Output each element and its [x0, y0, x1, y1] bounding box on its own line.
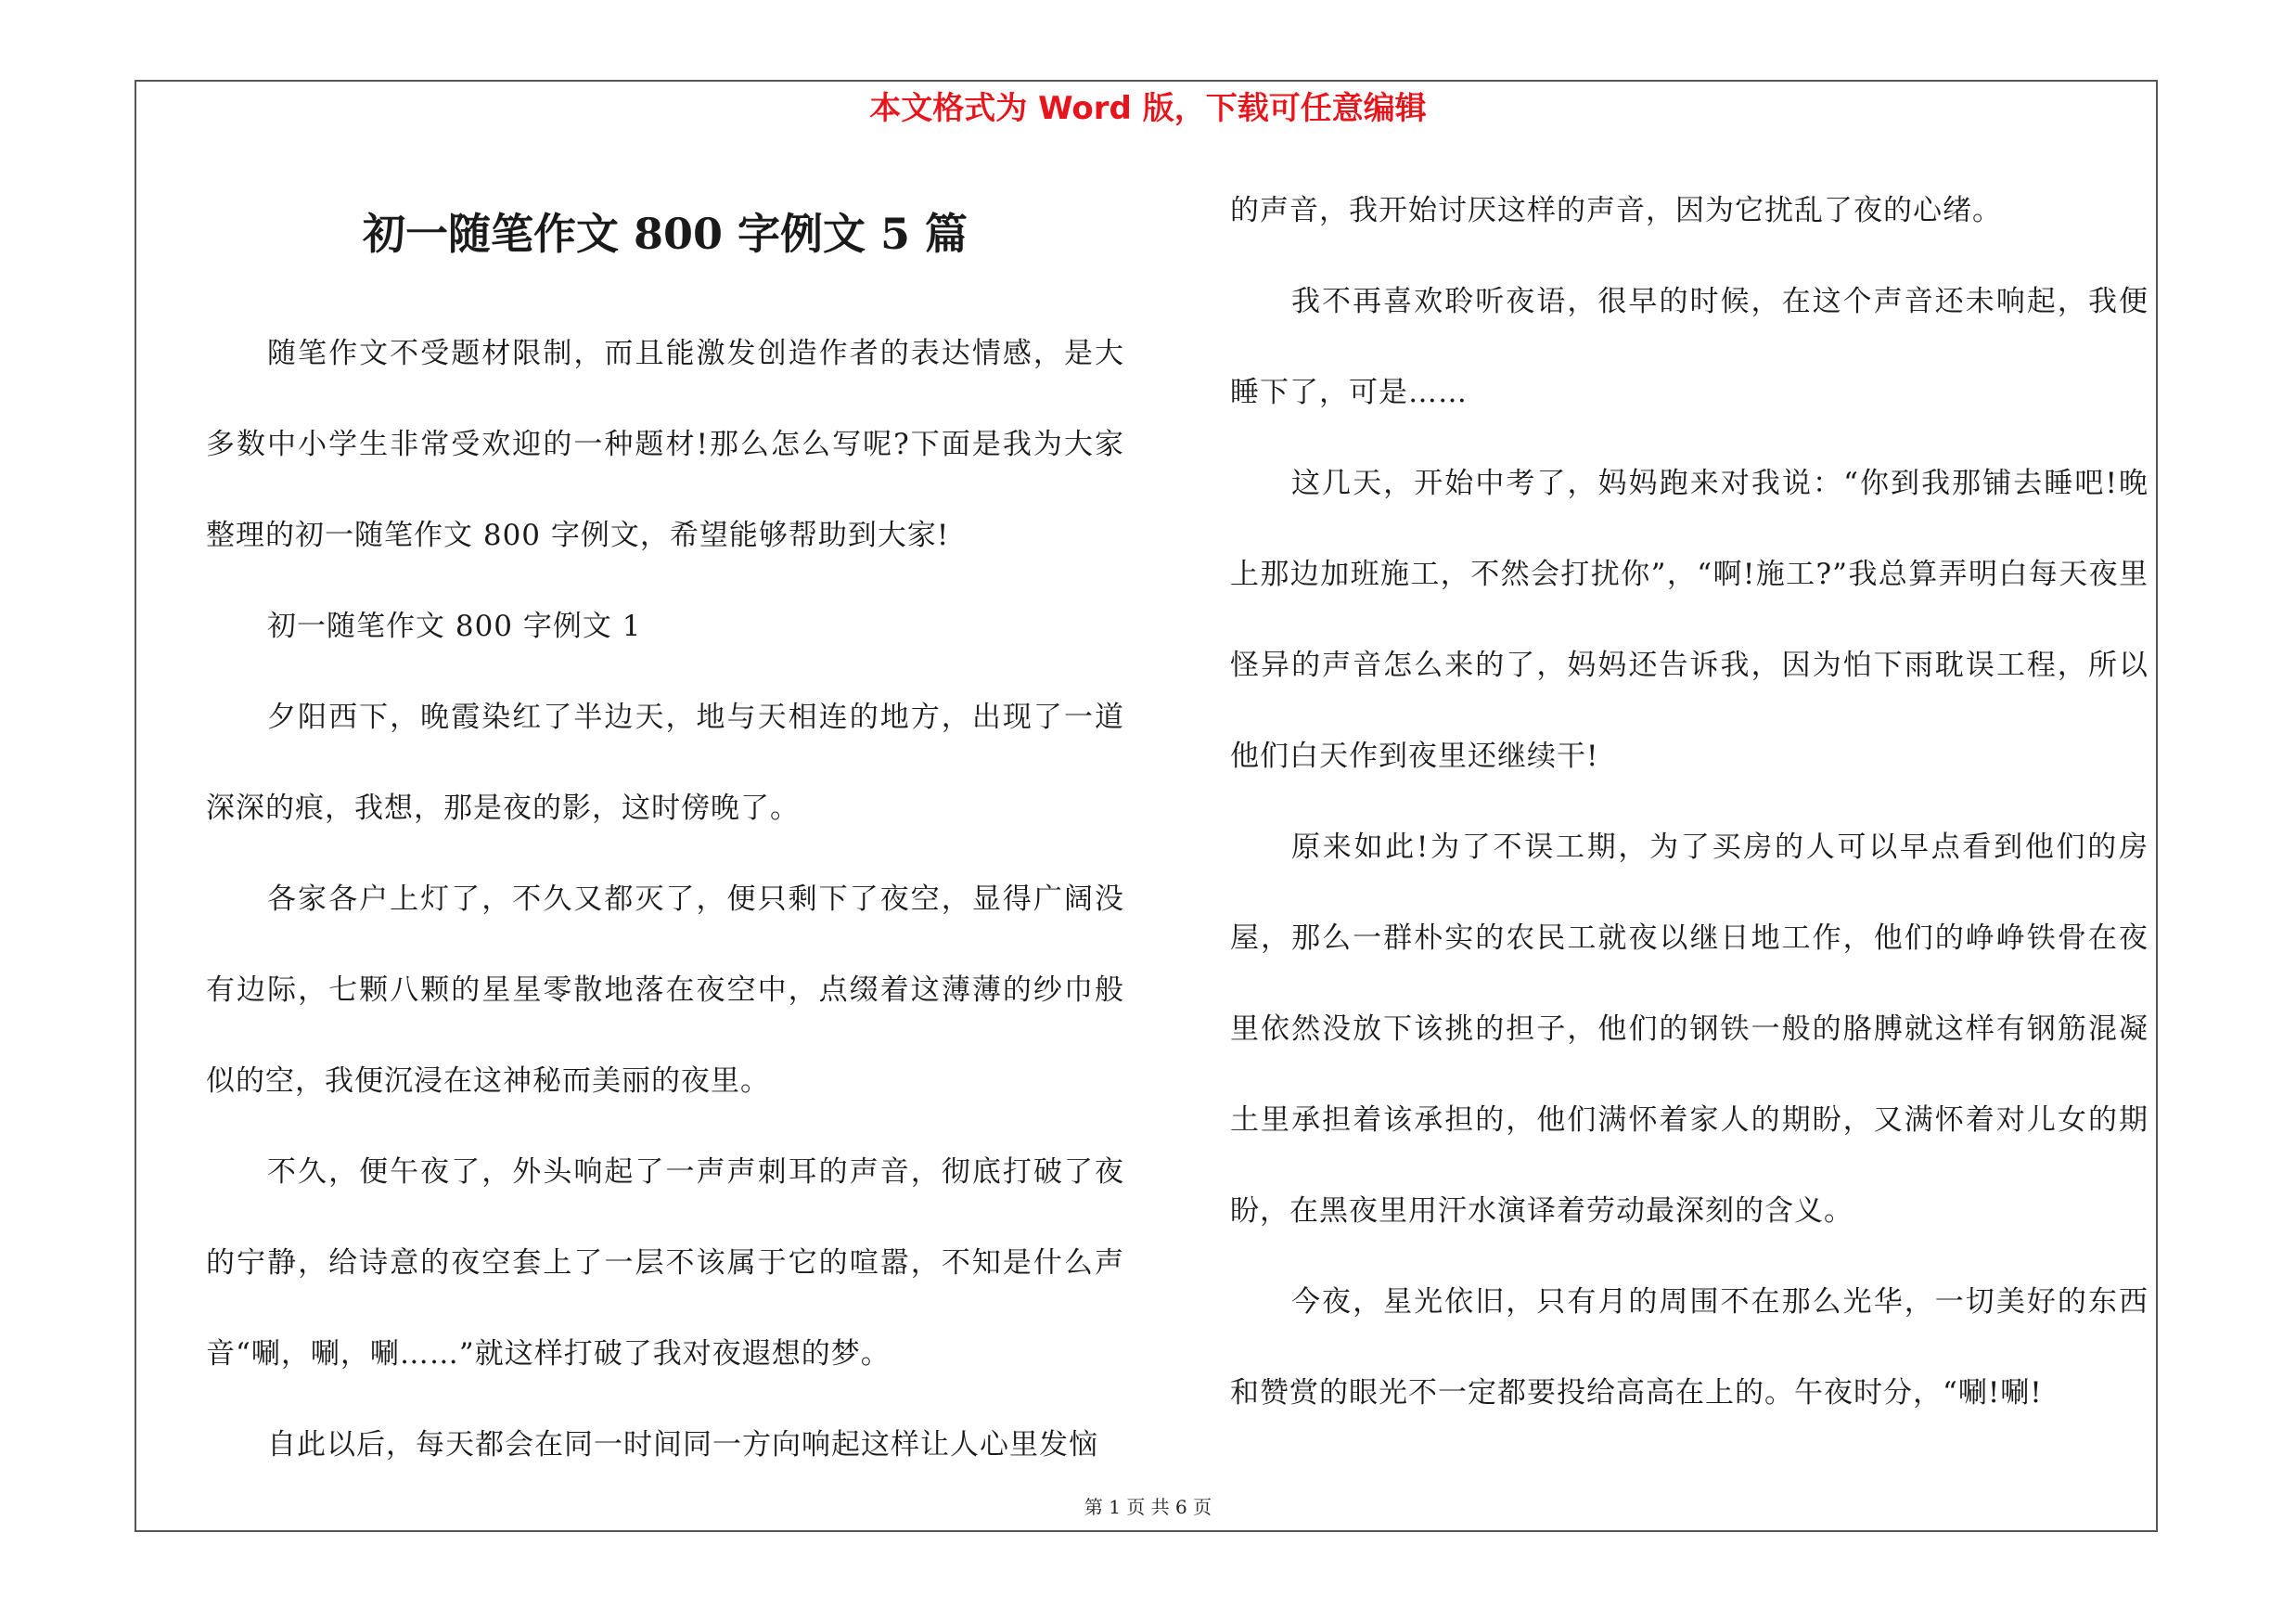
paragraph-exam: 这几天，开始中考了，妈妈跑来对我说：“你到我那铺去睡吧!晚上那边加班施工，不然会打扰你”，“啊!施工?”我总算弄明白每天夜里怪异的声音怎么来的了，妈妈还告诉我，因为怕下雨耽误工程，所以他们白天作到夜里还继续干!	[1230, 467, 2148, 773]
paragraph-workers: 原来如此!为了不误工期，为了买房的人可以早点看到他们的房屋，那么一群朴实的农民工就夜以继日地工作，他们的峥峥铁骨在夜里依然没放下该挑的担子，他们的钢铁一般的胳膊就这样有钢筋混凝土里承担着该承担的，他们满怀着家人的期盼，又满怀着对儿女的期盼，在黑夜里用汗水演译着劳动最深刻的含义。	[1230, 831, 2148, 1228]
word-format-banner: 本文格式为 Word 版，下载可任意编辑	[869, 90, 1427, 127]
intro-paragraph: 随笔作文不受题材限制，而且能激发创造作者的表达情感，是大多数中小学生非常受欢迎的一种题材!那么怎么写呢?下面是我为大家整理的初一随笔作文 800 字例文，希望能够帮助到大家!	[206, 337, 1124, 552]
paragraph-lights: 各家各户上灯了，不久又都灭了，便只剩下了夜空，显得广阔没有边际，七颗八颗的星星零散地落在夜空中，点缀着这薄薄的纱巾般似的空，我便沉浸在这神秘而美丽的夜里。	[206, 882, 1124, 1098]
paragraph-midnight: 不久，便午夜了，外头响起了一声声刺耳的声音，彻底打破了夜的宁静，给诗意的夜空套上了一层不该属于它的喧嚣，不知是什么声音“唰，唰，唰……”就这样打破了我对夜遐想的梦。	[206, 1155, 1124, 1371]
document-title: 初一随笔作文 800 字例文 5 篇	[362, 209, 968, 259]
paragraph-since-then: 自此以后，每天都会在同一时间同一方向响起这样让人心里发恼	[267, 1428, 1098, 1462]
paragraph-continued: 的声音，我开始讨厌这样的声音，因为它扰乱了夜的心绪。	[1230, 194, 2002, 227]
paragraph-sunset: 夕阳西下，晚霞染红了半边天，地与天相连的地方，出现了一道深深的痕，我想，那是夜的影，这时傍晚了。	[206, 701, 1124, 825]
page-number: 第 1 页 共 6 页	[1084, 1496, 1212, 1518]
paragraph-tonight: 今夜，星光依旧，只有月的周围不在那么光华，一切美好的东西和赞赏的眼光不一定都要投给高高在上的。午夜时分，“唰!唰!	[1230, 1285, 2148, 1410]
section-heading-1: 初一随笔作文 800 字例文 1	[267, 610, 642, 643]
paragraph-no-longer: 我不再喜欢聆听夜语，很早的时候，在这个声音还未响起，我便睡下了，可是……	[1230, 285, 2148, 409]
